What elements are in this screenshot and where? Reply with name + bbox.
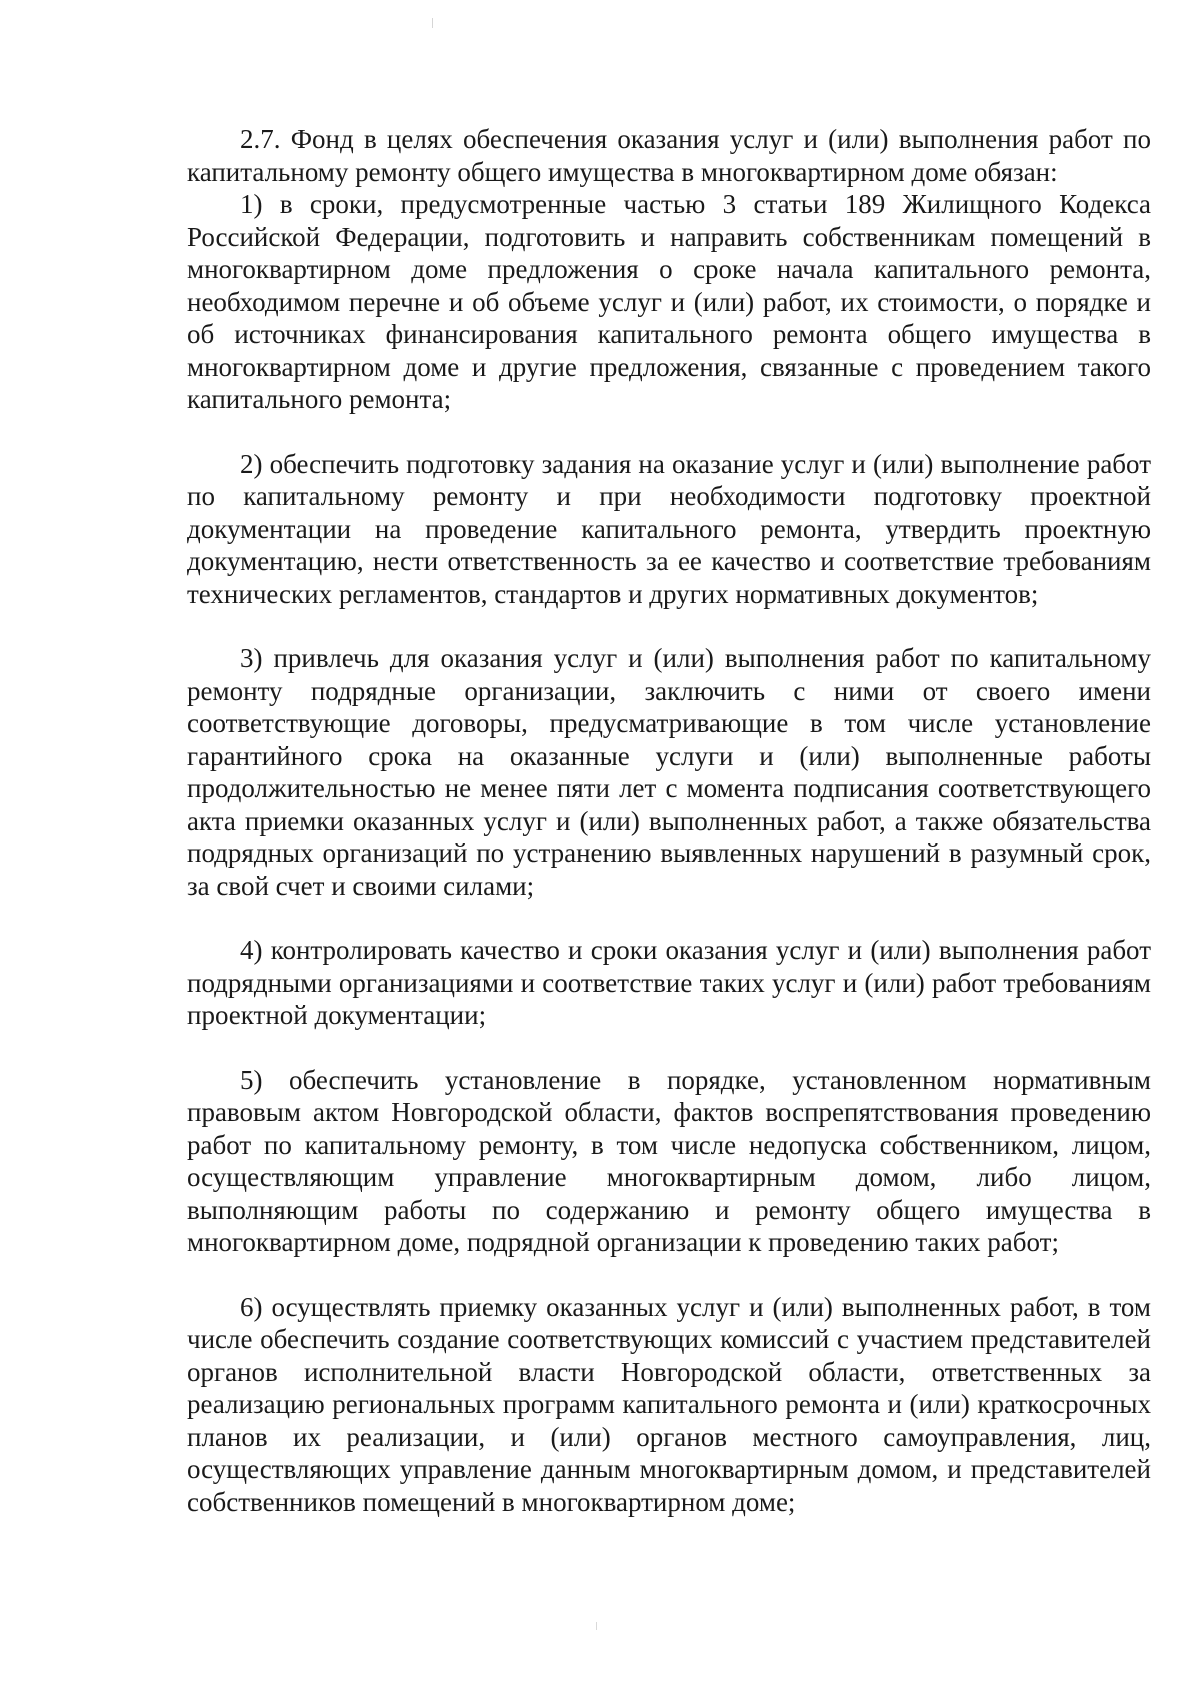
paragraph-item-1: 1) в сроки, предусмотренные частью 3 статьи 189 Жилищного Кодекса Российской Федерации, подготовить и направить собственникам помещений в многоквартирном доме предложения о сроке начала капитального ремонта, необходимом перечне и об объеме услуг и (или) работ, их стоимости, о порядке и об источниках финансирования капитального ремонта общего имущества в многоквартирном доме и другие предложения, связанные с проведением такого капитального ремонта; (187, 189, 1151, 414)
scan-mark-bottom (596, 1622, 597, 1630)
document-body (187, 123, 1151, 1518)
paragraph-item-2: 2) обеспечить подготовку задания на оказание услуг и (или) выполнение работ по капитальному ремонту и при необходимости подготовку проектной документации на проведение капитального ремонта, утвердить проектную документацию, нести ответственность за ее качество и соответствие требованиям технических регламентов, стандартов и других нормативных документов; (187, 448, 1151, 609)
paragraph-item-3: 3) привлечь для оказания услуг и (или) выполнения работ по капитальному ремонту подрядные организации, заключить с ними от своего имени соответствующие договоры, предусматривающие в том числе установление гарантийного срока на оказанные услуги и (или) выполненные работы продолжительностью не менее пяти лет с момента подписания соответствующего акта приемки оказанных услуг и (или) выполненных работ, а также обязательства подрядных организаций по устранению выявленных нарушений в разумный срок, за свой счет и своими силами; (187, 643, 1151, 901)
paragraph-item-4: 4) контролировать качество и сроки оказания услуг и (или) выполнения работ подрядными организациями и соответствие таких услуг и (или) работ требованиям проектной документации; (187, 935, 1151, 1030)
scan-mark-top (432, 18, 433, 28)
paragraph-item-5: 5) обеспечить установление в порядке, установленном нормативным правовым актом Новгородской области, фактов воспрепятствования проведению работ по капитальному ремонту, в том числе недопуска собственником, лицом, осуществляющим управление многоквартирным домом, либо лицом, выполняющим работы по содержанию и ремонту общего имущества в многоквартирном доме, подрядной организации к проведению таких работ; (187, 1064, 1151, 1257)
paragraph-2-7: 2.7. Фонд в целях обеспечения оказания услуг и (или) выполнения работ по капитальному ремонту общего имущества в многоквартирном доме обязан: (187, 124, 1151, 187)
paragraph-item-6: 6) осуществлять приемку оказанных услуг и (или) выполненных работ, в том числе обеспечить создание соответствующих комиссий с участием представителей органов исполнительной власти Новгородской области, ответственных за реализацию региональных программ капитального ремонта и (или) краткосрочных планов их реализации, и (или) органов местного самоуправления, лиц, осуществляющих управление данным многоквартирным домом, и представителей собственников помещений в многоквартирном доме; (187, 1291, 1151, 1517)
